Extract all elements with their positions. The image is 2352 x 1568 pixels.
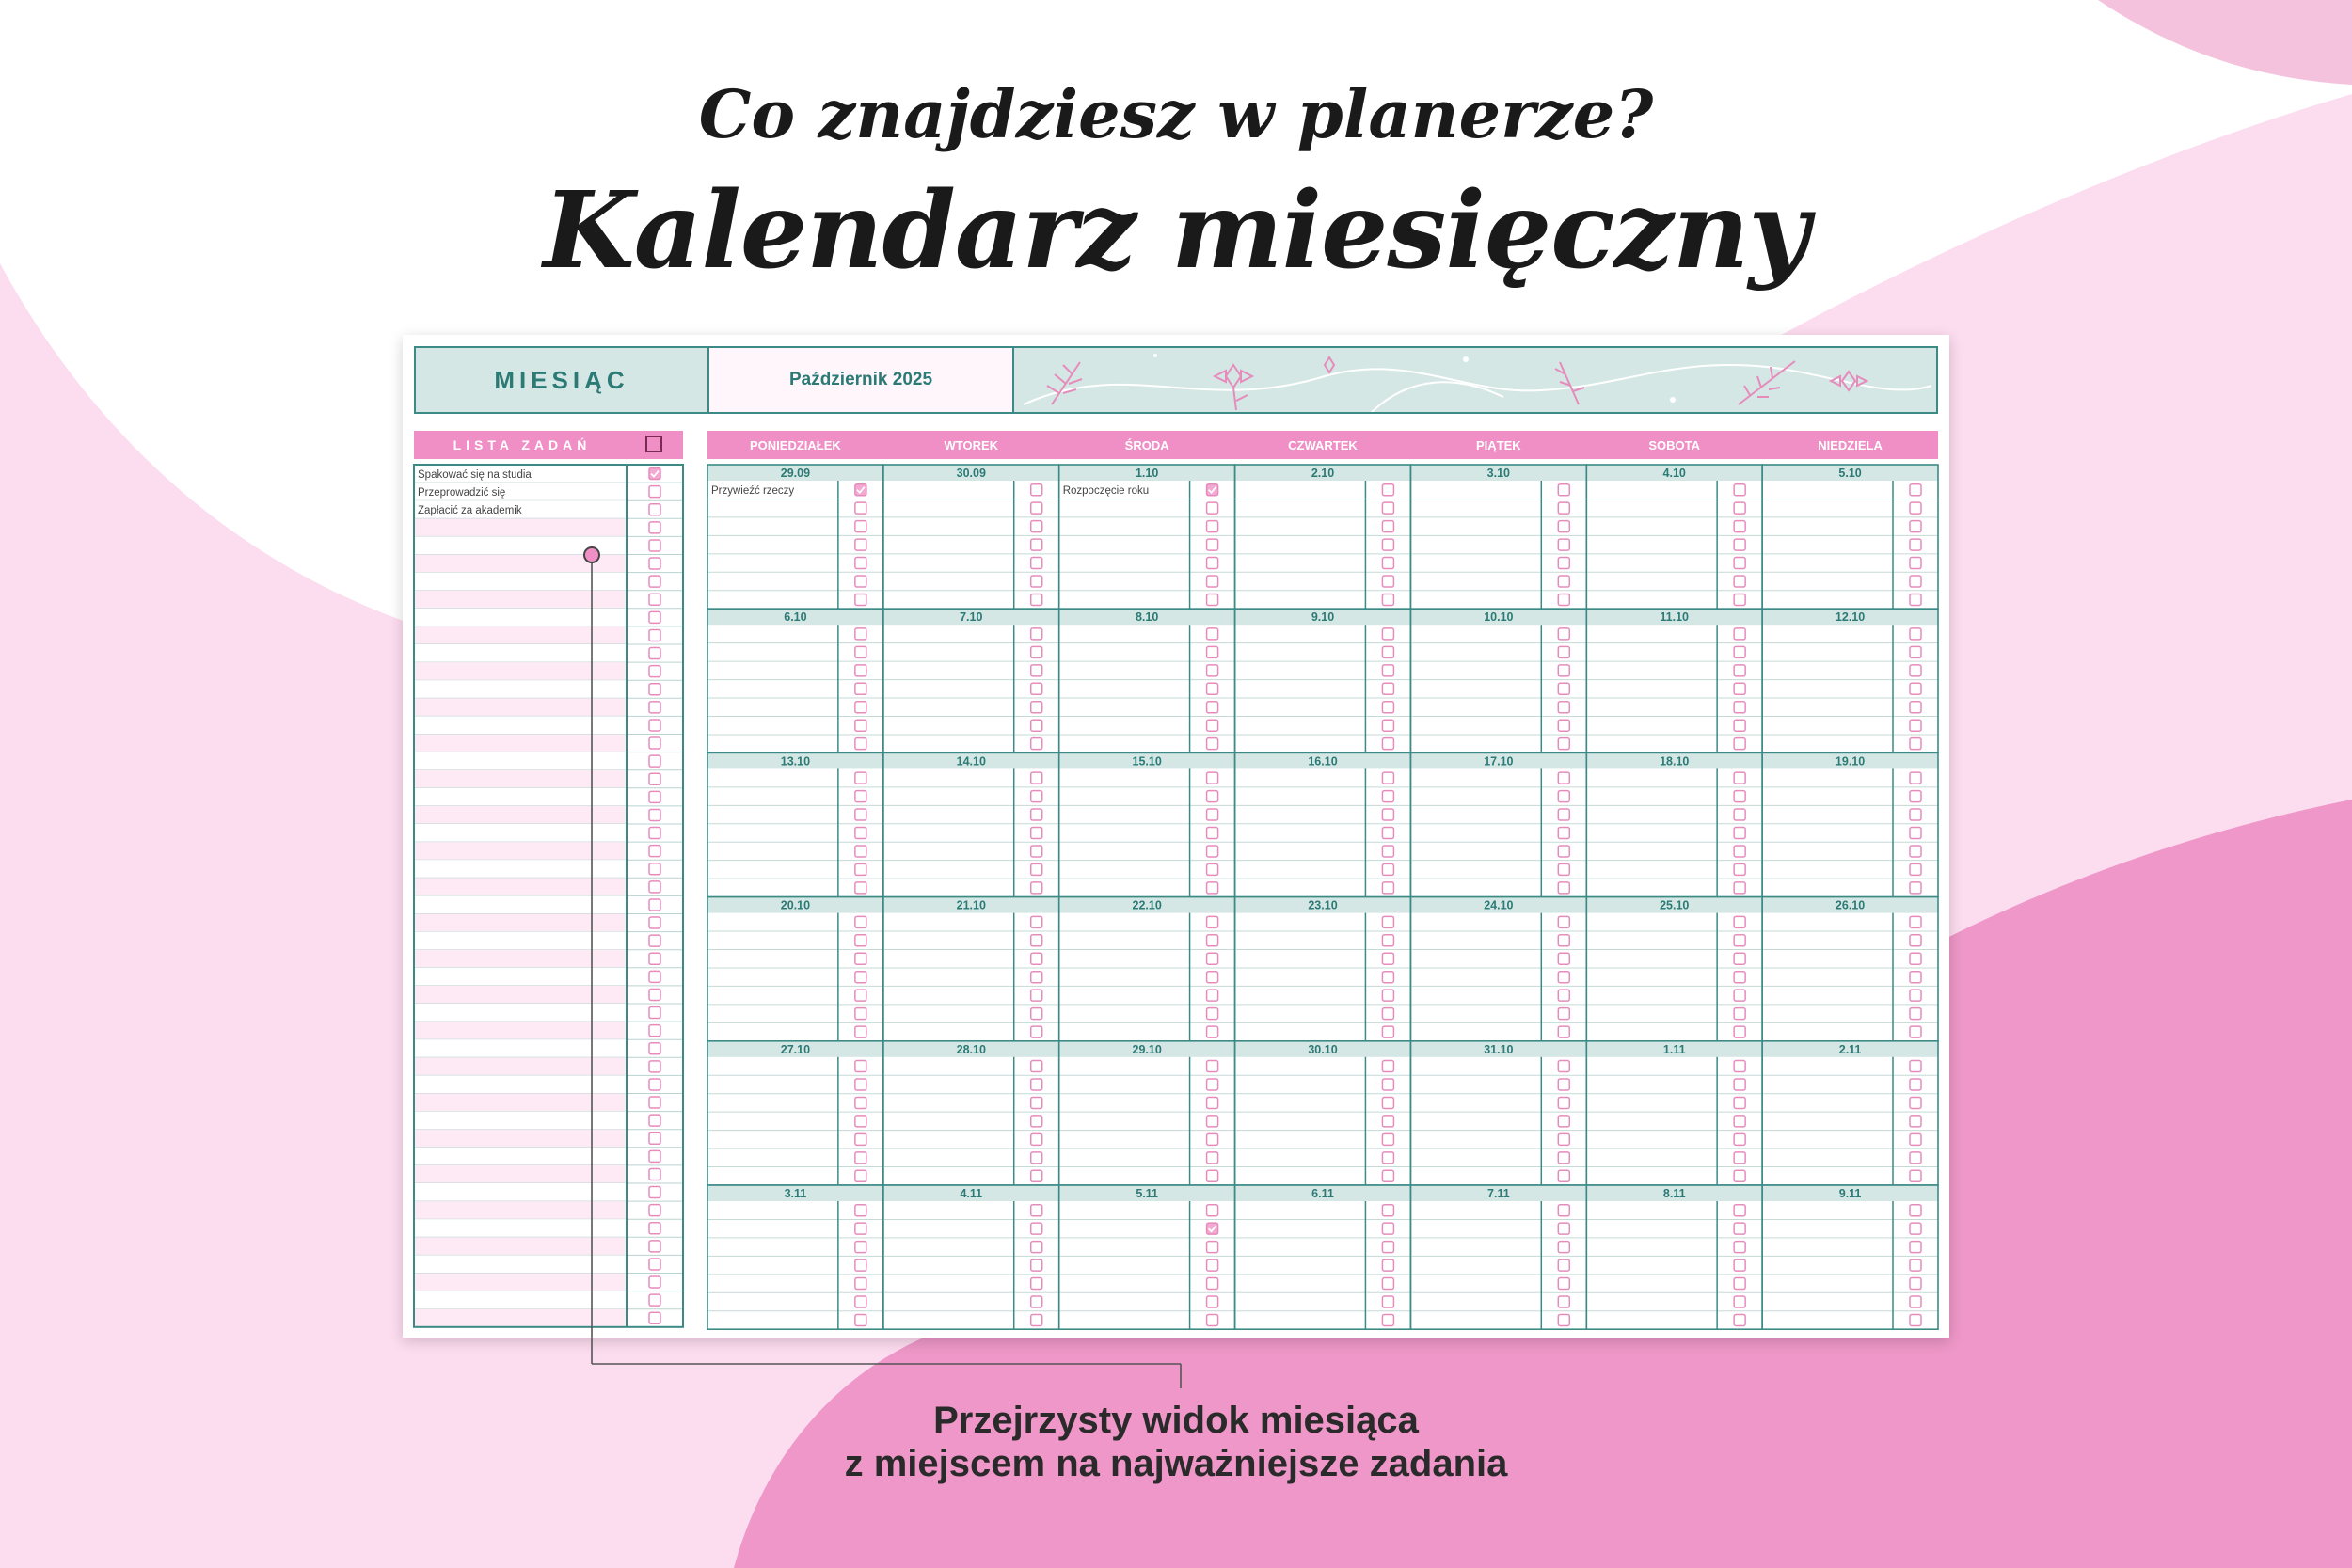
day-date: 19.10 xyxy=(1835,754,1866,768)
callout-dot-icon xyxy=(584,547,599,562)
day-date: 31.10 xyxy=(1484,1042,1514,1056)
day-date: 1.10 xyxy=(1135,467,1159,480)
day-date: 2.10 xyxy=(1311,467,1335,480)
day-date: 10.10 xyxy=(1484,610,1514,625)
weekday-label: NIEDZIELA xyxy=(1818,438,1883,452)
day-date: 28.10 xyxy=(956,1042,986,1056)
task-text: Przeprowadzić się xyxy=(418,487,506,499)
day-date: 4.11 xyxy=(960,1187,983,1200)
day-date: 7.11 xyxy=(1487,1187,1510,1200)
day-date: 3.10 xyxy=(1486,467,1511,480)
task-text: Spakować się na studia xyxy=(418,469,532,481)
day-date: 27.10 xyxy=(780,1042,811,1056)
day-date: 29.09 xyxy=(780,467,811,480)
day-date: 20.10 xyxy=(780,898,811,912)
day-date: 9.10 xyxy=(1311,610,1335,625)
day-date: 2.11 xyxy=(1838,1042,1862,1056)
weekday-label: PIĄTEK xyxy=(1476,438,1521,452)
weekday-label: PONIEDZIAŁEK xyxy=(750,438,841,452)
month-label: MIESIĄC xyxy=(414,346,709,414)
day-date: 29.10 xyxy=(1132,1042,1162,1056)
day-date: 24.10 xyxy=(1484,898,1514,912)
day-date: 4.10 xyxy=(1662,467,1686,480)
weekday-label: ŚRODA xyxy=(1124,438,1169,452)
task-text: Zapłacić za akademik xyxy=(418,505,522,517)
day-date: 9.11 xyxy=(1838,1187,1862,1200)
day-date: 6.11 xyxy=(1311,1187,1334,1200)
task-list-header: LISTA ZADAŃ xyxy=(453,437,592,452)
month-value: Październik 2025 xyxy=(707,346,1014,414)
day-entry-text: Rozpoczęcie roku xyxy=(1062,485,1150,497)
day-date: 25.10 xyxy=(1660,898,1690,912)
heading-title: Kalendarz miesięczny xyxy=(543,169,1809,293)
day-date: 15.10 xyxy=(1132,754,1162,768)
day-date: 12.10 xyxy=(1835,610,1866,625)
weekday-label: CZWARTEK xyxy=(1288,438,1358,452)
day-entry-text: Przywieźć rzeczy xyxy=(711,485,795,497)
caption-line-2: z miejscem na najważniejsze zadania xyxy=(844,1443,1508,1484)
weekday-label: SOBOTA xyxy=(1648,438,1701,452)
day-date: 5.11 xyxy=(1136,1187,1158,1200)
day-date: 7.10 xyxy=(960,610,983,625)
day-date: 11.10 xyxy=(1660,610,1690,625)
weekday-label: WTOREK xyxy=(944,438,999,452)
day-date: 22.10 xyxy=(1132,898,1162,912)
day-date: 16.10 xyxy=(1308,754,1338,768)
day-date: 1.11 xyxy=(1662,1042,1686,1056)
day-date: 23.10 xyxy=(1308,898,1338,912)
day-date: 13.10 xyxy=(780,754,811,768)
heading-subtitle: Co znajdziesz w planerze? xyxy=(698,75,1654,153)
day-date: 26.10 xyxy=(1835,898,1866,912)
day-date: 3.11 xyxy=(784,1187,807,1200)
day-date: 30.10 xyxy=(1308,1042,1338,1056)
day-date: 21.10 xyxy=(956,898,986,912)
day-date: 18.10 xyxy=(1660,754,1690,768)
day-date: 8.11 xyxy=(1662,1187,1686,1200)
day-date: 5.10 xyxy=(1838,467,1862,480)
day-date: 8.10 xyxy=(1135,610,1159,625)
day-date: 14.10 xyxy=(956,754,986,768)
day-date: 6.10 xyxy=(784,610,807,625)
caption-line-1: Przejrzysty widok miesiąca xyxy=(933,1400,1419,1441)
day-date: 17.10 xyxy=(1484,754,1514,768)
day-date: 30.09 xyxy=(956,467,986,480)
